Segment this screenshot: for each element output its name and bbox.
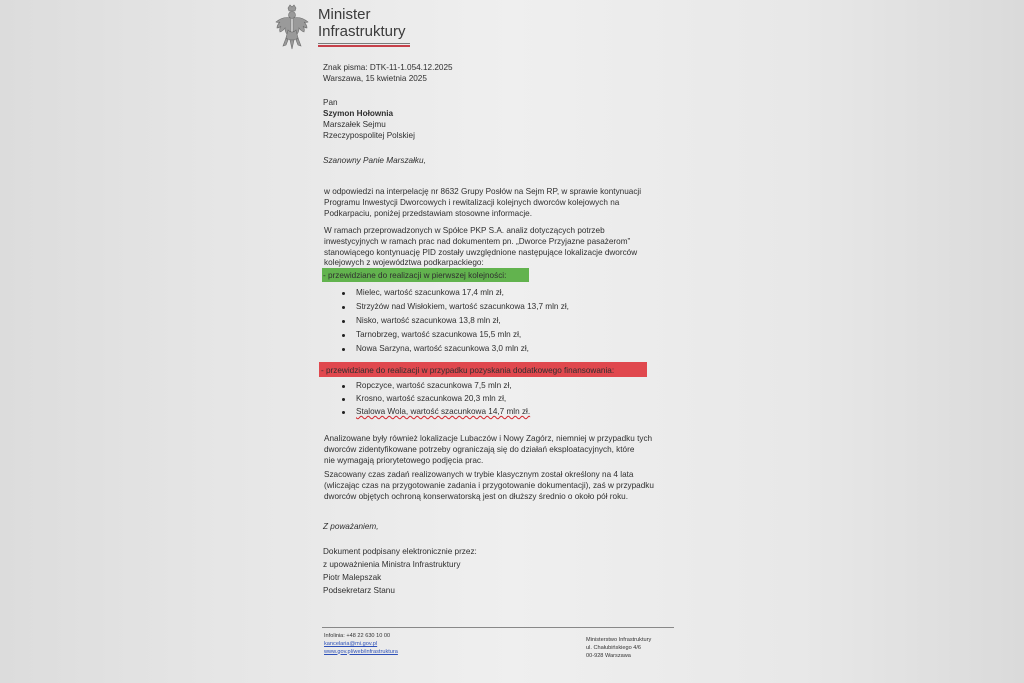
text-line: nie wymagają priorytetowego podjęcia prac. [324, 455, 484, 465]
footer-city: 00-928 Warszawa [586, 652, 631, 659]
closing-regards: Z poważaniem, [323, 522, 379, 531]
footer-org: Ministerstwo Infrastruktury [586, 637, 652, 643]
eagle-emblem-icon [272, 4, 312, 50]
text-line: Szacowany czas zadań realizowanych w trybie klasycznym został określony na 4 lata [324, 470, 634, 479]
place-date: Warszawa, 15 kwietnia 2025 [323, 74, 427, 83]
addressee-salutation: Pan [323, 98, 338, 107]
ministry-name-line2: Infrastruktury [318, 23, 406, 40]
signer-title: Podsekretarz Stanu [323, 586, 395, 595]
footer-contact [324, 633, 398, 656]
additional-funding-label: - przewidziane do realizacji w przypadku pozyskania dodatkowego finansowania: [321, 366, 615, 375]
addressee-name: Szymon Hołownia [323, 109, 394, 118]
time-paragraph [324, 470, 676, 502]
footer-website-link[interactable]: www.gov.pl/web/infrastruktura [324, 648, 398, 655]
footer-address [586, 637, 651, 660]
bullet-dot [342, 411, 345, 414]
list-item: Krosno, wartość szacunkowa 20,3 mln zł, [356, 394, 507, 403]
bullet-dot [342, 334, 345, 337]
header-rule-red [318, 45, 410, 47]
greeting: Szanowny Panie Marszałku, [323, 156, 426, 165]
footer-divider [322, 627, 674, 628]
bullet-dot [342, 385, 345, 388]
text-line: dworców objętych ochroną konserwatorską jest on dłuższy średnio o około pół roku. [324, 491, 629, 501]
list-item: Tarnobrzeg, wartość szacunkowa 15,5 mln zł, [356, 330, 522, 339]
text-line: inwestycyjnych w ramach prac nad dokumentem pn. „Dworce Przyjazne pasażerom” [324, 236, 631, 246]
reference-number: Znak pisma: DTK-11-1.054.12.2025 [323, 63, 453, 72]
list-item: Stalowa Wola, wartość szacunkowa 14,7 mln zł. [356, 407, 531, 416]
signer-name: Piotr Malepszak [323, 573, 382, 582]
text-line: dworców zidentyfikowane potrzeby ograniczają się do działań eksploatacyjnych, które [324, 444, 635, 454]
list-item: Nisko, wartość szacunkowa 13,8 mln zł, [356, 316, 501, 325]
analysis-paragraph [324, 226, 676, 269]
bullet-dot [342, 320, 345, 323]
first-priority-label: - przewidziane do realizacji w pierwszej kolejności: [323, 271, 507, 280]
text-line: (wliczając czas na przygotowanie zadania i przygotowanie dokumentacji), zaś w przypadku [324, 480, 654, 490]
text-line: Programu Inwestycji Dworcowych i rewitalizacji kolejnych dworców kolejowych na [324, 197, 620, 207]
text-line: Podkarpaciu, poniżej przedstawiam stosowne informacje. [324, 208, 532, 218]
bullet-dot [342, 306, 345, 309]
list-item: Strzyżów nad Wisłokiem, wartość szacunkowa 13,7 mln zł, [356, 302, 569, 311]
text-line: kolejowych z województwa podkarpackiego: [324, 258, 484, 268]
bullet-dot [342, 348, 345, 351]
list-item: Mielec, wartość szacunkowa 17,4 mln zł, [356, 288, 504, 297]
text-line: Analizowane były również lokalizacje Lubaczów i Nowy Zagórz, niemniej w przypadku tych [324, 434, 653, 443]
authorization: z upoważnienia Ministra Infrastruktury [323, 560, 461, 569]
text-line: stanowiącego kontynuację PID zostały uwzględnione następujące lokalizacje dworców [324, 247, 638, 257]
list-item: Ropczyce, wartość szacunkowa 7,5 mln zł, [356, 381, 512, 390]
ministry-name-line1: Minister [318, 6, 371, 23]
addressee-position: Marszałek Sejmu [323, 120, 386, 129]
intro-paragraph [324, 187, 676, 219]
signed-by: Dokument podpisany elektronicznie przez: [323, 547, 477, 556]
addressee-country: Rzeczypospolitej Polskiej [323, 131, 415, 140]
header-rule-gray [318, 43, 410, 44]
footer-email-link[interactable]: kancelaria@mi.gov.pl [324, 640, 378, 647]
bullet-dot [342, 292, 345, 295]
footer-phone: Infolinia: +48 22 630 10 00 [324, 633, 391, 639]
list-item: Nowa Sarzyna, wartość szacunkowa 3,0 mln zł, [356, 344, 529, 353]
footer-street: ul. Chałubińskiego 4/6 [586, 644, 642, 651]
text-line: W ramach przeprowadzonych w Spółce PKP S.A. analiz dotyczących potrzeb [324, 226, 605, 235]
ministry-name [318, 6, 406, 40]
text-line: w odpowiedzi na interpelację nr 8632 Grupy Posłów na Sejm RP, w sprawie kontynuacji [324, 187, 642, 196]
analyzed-paragraph [324, 434, 676, 466]
bullet-dot [342, 398, 345, 401]
